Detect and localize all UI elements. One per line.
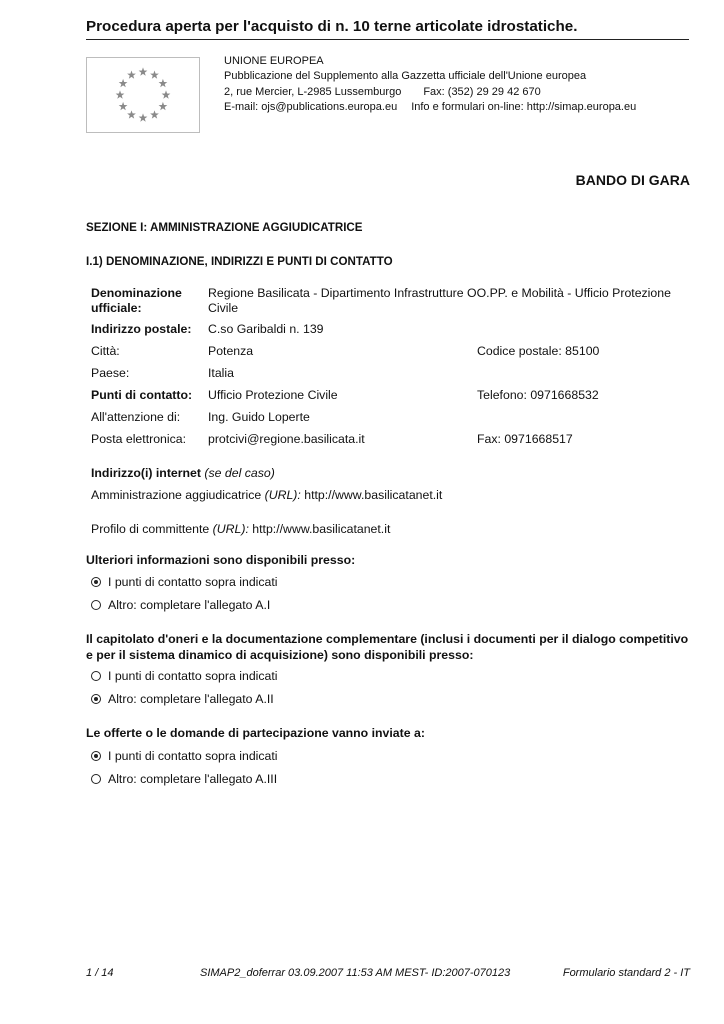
footer-form: Formulario standard 2 - IT xyxy=(562,967,690,979)
section-1-1-title: I.1) DENOMINAZIONE, INDIRIZZI E PUNTI DI CONTATTO xyxy=(86,255,393,268)
radio-icon[interactable] xyxy=(91,751,101,761)
radio-icon[interactable] xyxy=(91,577,101,587)
indirizzo-label: Indirizzo postale: xyxy=(91,322,192,336)
star-icon xyxy=(119,79,128,87)
q3-title: Le offerte o le domande di partecipazione vanno inviate a: xyxy=(86,726,425,740)
denominazione-value: Regione Basilicata - Dipartimento Infrastrutture OO.PP. e Mobilità - Ufficio Protezione Civile xyxy=(208,286,671,315)
radio-icon[interactable] xyxy=(91,694,101,704)
codice-postale: Codice postale: 85100 xyxy=(477,344,600,358)
star-icon xyxy=(150,70,159,78)
star-icon xyxy=(119,102,128,110)
eu-info: Info e formulari on-line: http://simap.europa.eu xyxy=(411,100,637,113)
star-icon xyxy=(162,90,171,98)
star-icon xyxy=(150,110,159,118)
q1-option-2[interactable]: Altro: completare l'allegato A.I xyxy=(91,598,270,612)
q1-title: Ulteriori informazioni sono disponibili presso: xyxy=(86,553,356,567)
profilo-url-line: Profilo di committente (URL): http://www.basilicatanet.it xyxy=(91,522,391,536)
radio-icon[interactable] xyxy=(91,671,101,681)
paese-value: Italia xyxy=(208,366,234,380)
footer-meta: SIMAP2_doferrar 03.09.2007 11:53 AM MEST- ID:2007-070123 xyxy=(200,967,511,979)
star-icon xyxy=(139,113,148,121)
attenzione-value: Ing. Guido Loperte xyxy=(208,410,310,424)
section-1-title: SEZIONE I: AMMINISTRAZIONE AGGIUDICATRICE xyxy=(86,221,363,234)
eu-flag-icon xyxy=(86,57,200,133)
amministrazione-url[interactable]: http://www.basilicatanet.it xyxy=(304,488,443,502)
paese-label: Paese: xyxy=(91,366,130,380)
document-title: Procedura aperta per l'acquisto di n. 10 terne articolate idrostatiche. xyxy=(86,18,689,40)
star-icon xyxy=(159,79,168,87)
citta-label: Città: xyxy=(91,344,120,358)
posta-label: Posta elettronica: xyxy=(91,432,187,446)
footer-page: 1 / 14 xyxy=(86,967,114,979)
radio-icon[interactable] xyxy=(91,774,101,784)
posta-value: protcivi@regione.basilicata.it xyxy=(208,432,365,446)
punti-contatto-value: Ufficio Protezione Civile xyxy=(208,388,338,402)
attenzione-label: All'attenzione di: xyxy=(91,410,181,424)
fax: Fax: 0971668517 xyxy=(477,432,573,446)
radio-icon[interactable] xyxy=(91,600,101,610)
eu-contact-line xyxy=(224,100,636,115)
q3-option-1[interactable]: I punti di contatto sopra indicati xyxy=(91,749,278,763)
punti-contatto-label: Punti di contatto: xyxy=(91,388,193,402)
denominazione-label: Denominazione ufficiale: xyxy=(91,286,182,315)
eu-address-line xyxy=(224,85,636,100)
eu-address: 2, rue Mercier, L-2985 Lussemburgo xyxy=(224,85,402,98)
star-icon xyxy=(116,90,125,98)
q2-title: Il capitolato d'oneri e la documentazione complementare (inclusi i documenti per il dialogo competitivo e per il sistema dinamico di acquisizione) sono disponibili presso: xyxy=(86,632,689,662)
q2-option-1[interactable]: I punti di contatto sopra indicati xyxy=(91,669,278,683)
indirizzo-value: C.so Garibaldi n. 139 xyxy=(208,322,324,336)
star-icon xyxy=(127,70,136,78)
eu-stars-icon xyxy=(87,58,199,132)
star-icon xyxy=(139,67,148,75)
internet-heading: Indirizzo(i) internet (se del caso) xyxy=(91,466,275,480)
q1-option-1[interactable]: I punti di contatto sopra indicati xyxy=(91,575,278,589)
star-icon xyxy=(127,110,136,118)
eu-publication-info xyxy=(224,54,636,115)
q3-option-2[interactable]: Altro: completare l'allegato A.III xyxy=(91,772,277,786)
doc-type-heading: BANDO DI GARA xyxy=(575,172,690,188)
citta-value: Potenza xyxy=(208,344,254,358)
telefono: Telefono: 0971668532 xyxy=(477,388,599,402)
eu-name: UNIONE EUROPEA xyxy=(224,55,324,67)
profilo-url[interactable]: http://www.basilicatanet.it xyxy=(252,522,391,536)
eu-email: E-mail: ojs@publications.europa.eu xyxy=(224,100,398,113)
amministrazione-url-line: Amministrazione aggiudicatrice (URL): http://www.basilicatanet.it xyxy=(91,488,443,502)
eu-fax: Fax: (352) 29 29 42 670 xyxy=(423,85,541,98)
eu-supplement: Pubblicazione del Supplemento alla Gazzetta ufficiale dell'Unione europea xyxy=(224,70,587,83)
star-icon xyxy=(159,102,168,110)
q2-option-2[interactable]: Altro: completare l'allegato A.II xyxy=(91,692,274,706)
